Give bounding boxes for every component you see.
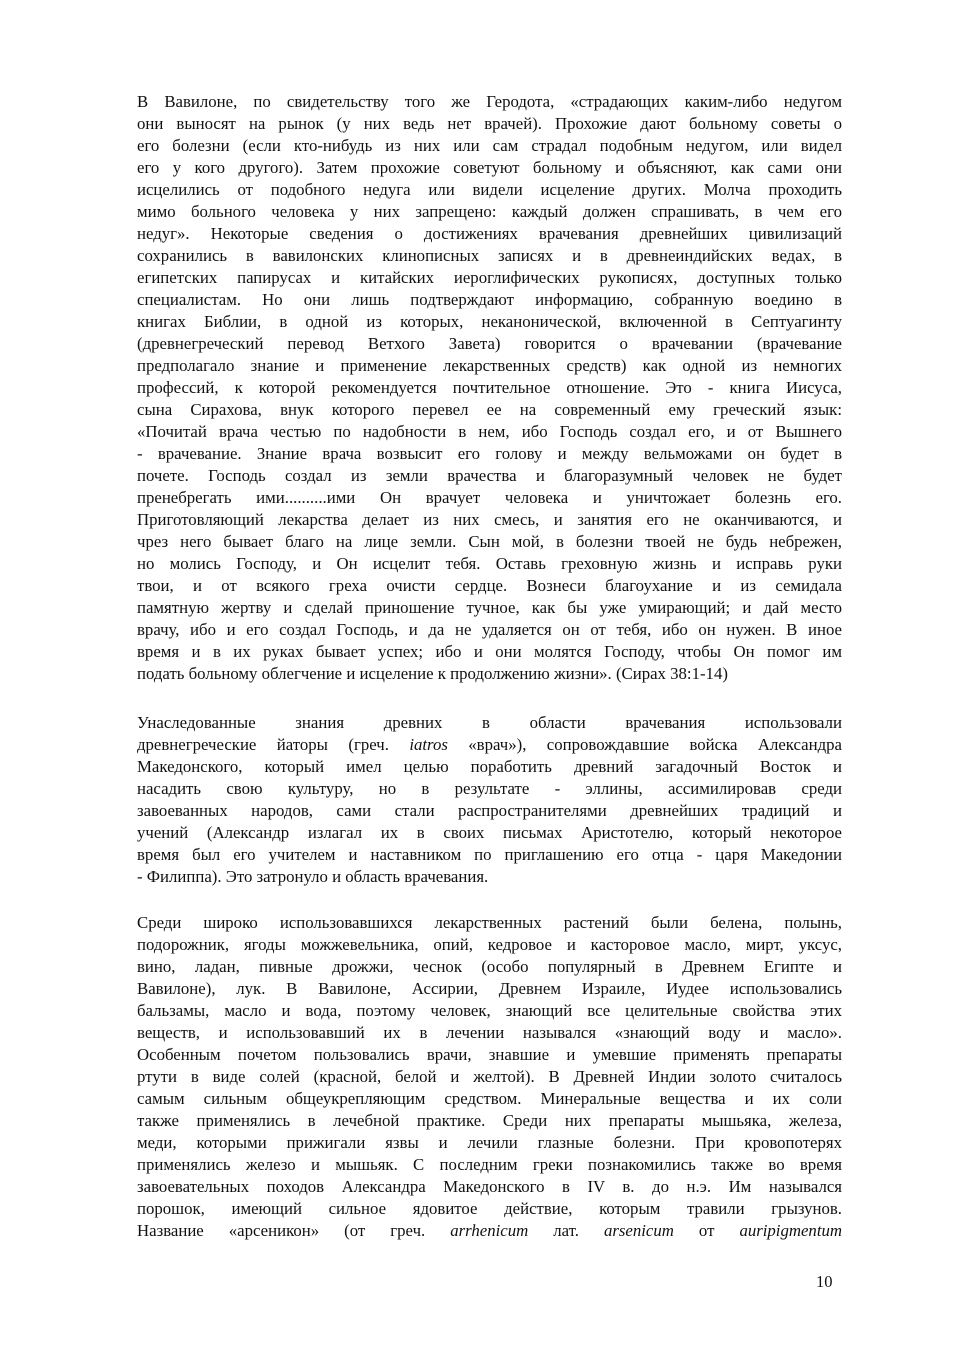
text-segment: применялись железо и мышьяк. С последним греки познакомились также во время: [137, 1155, 842, 1174]
text-segment: его болезни (если кто-нибудь из них или сам страдал подобным недугом, или видел: [137, 136, 842, 155]
text-line: [137, 912, 842, 934]
text-line: [137, 1066, 842, 1088]
text-line: [137, 377, 842, 399]
text-line: [137, 487, 842, 509]
text-line: [137, 978, 842, 1000]
text-line: [137, 756, 842, 778]
text-line: [137, 509, 842, 531]
text-segment: учений (Александр излагал их в своих письмах Аристотелю, который некоторое: [137, 823, 842, 842]
text-line: [137, 1198, 842, 1220]
text-segment: бальзамы, масло и вода, поэтому человек, знающий все целительные свойства этих: [137, 1001, 842, 1020]
text-segment: его у кого другого). Затем прохожие советуют больному и объясняют, как сами они: [137, 158, 842, 177]
text-segment: также применялись в лечебной практике. Среди них препараты мышьяка, железа,: [137, 1111, 842, 1130]
text-segment: почете. Господь создал из земли врачества и благоразумный человек не будет: [137, 466, 842, 485]
text-segment: Вавилоне), лук. В Вавилоне, Ассирии, Древнем Израиле, Иудее использовались: [137, 979, 842, 998]
text-segment: исцелились от подобного недуга или видели исцеление других. Молча проходить: [137, 180, 842, 199]
text-line: [137, 223, 842, 245]
text-segment: они выносят на рынок (у них ведь нет врачей). Прохожие дают больному советы о: [137, 114, 842, 133]
text-segment: лат.: [528, 1221, 604, 1240]
text-segment: древнегреческие йаторы (греч.: [137, 735, 410, 754]
text-line: [137, 712, 842, 734]
text-line: [137, 1044, 842, 1066]
text-segment: врачу, ибо и его создал Господь, и да не удаляется он от тебя, ибо он нужен. В иное: [137, 620, 842, 639]
text-line: [137, 553, 842, 575]
text-segment: Среди широко использовавшихся лекарственных растений были белена, полынь,: [137, 913, 842, 932]
text-line: [137, 399, 842, 421]
text-segment: время был его учителем и наставником по приглашению его отца - царя Македонии: [137, 845, 842, 864]
text-segment: веществ, и использовавший их в лечении назывался «знающий воду и масло».: [137, 1023, 842, 1042]
text-line: [137, 179, 842, 201]
text-line: [137, 1088, 842, 1110]
text-segment: Название «арсеникон» (от греч.: [137, 1221, 451, 1240]
text-segment: специалистам. Но они лишь подтверждают информацию, собранную воедино в: [137, 290, 842, 309]
text-segment: - врачевание. Знание врача возвысит его голову и между вельможами он будет в: [137, 444, 842, 463]
italic-term: arrhenicum: [450, 1221, 529, 1240]
text-segment: завоевательных походов Александра Македонского в IV в. до н.э. Им назывался: [137, 1177, 842, 1196]
text-line: [137, 619, 842, 641]
text-segment: ртути в виде солей (красной, белой и желтой). В Древней Индии золото считалось: [137, 1067, 842, 1086]
text-line: [137, 778, 842, 800]
text-line: [137, 956, 842, 978]
text-line: [137, 597, 842, 619]
text-line: [137, 135, 842, 157]
text-segment: подорожник, ягоды можжевельника, опий, кедровое и касторовое масло, мирт, уксус,: [137, 935, 842, 954]
text-segment: от: [673, 1221, 740, 1240]
text-line: [137, 1132, 842, 1154]
text-segment: сохранились в вавилонских клинописных записях и в древнеиндийских ведах, в: [137, 246, 842, 265]
text-line: [137, 934, 842, 956]
text-segment: меди, которыми прижигали язвы и лечили глазные болезни. При кровопотерях: [137, 1133, 842, 1152]
text-line: [137, 663, 842, 685]
text-segment: «врач»), сопровождавшие войска Александра: [447, 735, 842, 754]
text-line: [137, 800, 842, 822]
text-line: [137, 734, 842, 756]
italic-term: arsenicum: [603, 1221, 674, 1240]
text-segment: порошок, имеющий сильное ядовитое действие, которым травили грызунов.: [137, 1199, 842, 1218]
text-segment: вино, ладан, пивные дрожжи, чеснок (особо популярный в Древнем Египте и: [137, 957, 842, 976]
text-segment: «Почитай врача честью по надобности в нем, ибо Господь создал его, и от Вышнего: [137, 422, 842, 441]
text-segment: пренебрегать ими..........ими Он врачует человека и уничтожает болезнь его.: [137, 488, 842, 507]
text-line: [137, 333, 842, 355]
text-line: [137, 822, 842, 844]
text-segment: недуг». Некоторые сведения о достижениях врачевания древнейших цивилизаций: [137, 224, 842, 243]
text-line: [137, 1220, 842, 1242]
text-segment: чрез него бывает благо на лице земли. Сын мой, в болезни твоей не будь небрежен,: [137, 532, 842, 551]
text-segment: Особенным почетом пользовались врачи, знавшие и умевшие применять препараты: [137, 1045, 842, 1064]
text-line: [137, 311, 842, 333]
text-line: [137, 1022, 842, 1044]
italic-term: auripigmentum: [739, 1221, 842, 1240]
text-segment: самым сильным общеукрепляющим средством. Минеральные вещества и их соли: [137, 1089, 842, 1108]
text-line: [137, 267, 842, 289]
paragraph-greek-iatros: [137, 712, 842, 888]
text-segment: предполагало знание и применение лекарственных средств) как одной из немногих: [137, 356, 842, 375]
text-segment: книгах Библии, в одной из которых, неканонической, включенной в Септуагинту: [137, 312, 842, 331]
paragraph-babylon-sirach: [137, 91, 842, 685]
italic-term: iatros: [409, 735, 448, 754]
text-line: [137, 1176, 842, 1198]
text-line: [137, 844, 842, 866]
paragraph-medicinal-plants: [137, 912, 842, 1242]
text-segment: но молись Господу, и Он исцелит тебя. Оставь греховную жизнь и исправь руки: [137, 554, 842, 573]
text-segment: Унаследованные знания древних в области врачевания использовали: [137, 713, 842, 732]
text-segment: египетских папирусах и китайских иероглифических рукописях, доступных только: [137, 268, 842, 287]
text-segment: памятную жертву и сделай приношение тучное, как бы уже умирающий; и дай место: [137, 598, 842, 617]
text-segment: завоеванных народов, сами стали распространителями древнейших традиций и: [137, 801, 842, 820]
page-number: 10: [816, 1272, 833, 1291]
text-line: [137, 641, 842, 663]
text-line: [137, 113, 842, 135]
text-line: [137, 1154, 842, 1176]
text-line: [137, 1110, 842, 1132]
text-segment: твои, и от всякого греха очисти сердце. Вознеси благоухание и из семидала: [137, 576, 842, 595]
text-line: [137, 465, 842, 487]
text-line: [137, 1000, 842, 1022]
text-segment: Приготовляющий лекарства делает из них смесь, и занятия его не оканчиваются, и: [137, 510, 842, 529]
text-line: [137, 866, 842, 888]
text-line: [137, 289, 842, 311]
text-segment: время и в их руках бывает успех; ибо и они молятся Господу, чтобы Он помог им: [137, 642, 842, 661]
text-segment: профессий, к которой рекомендуется почтительное отношение. Это - книга Иисуса,: [137, 378, 842, 397]
text-segment: мимо больного человека у них запрещено: каждый должен спрашивать, в чем его: [137, 202, 842, 221]
text-line: [137, 157, 842, 179]
text-segment: (древнегреческий перевод Ветхого Завета) говорится о врачевании (врачевание: [137, 334, 842, 353]
text-line: [137, 443, 842, 465]
text-line: [137, 575, 842, 597]
text-line: [137, 201, 842, 223]
text-segment: насадить свою культуру, но в результате - эллины, ассимилировав среди: [137, 779, 842, 798]
text-line: [137, 421, 842, 443]
text-line: [137, 91, 842, 113]
text-segment: В Вавилоне, по свидетельству того же Геродота, «страдающих каким-либо недугом: [137, 92, 842, 111]
text-segment: - Филиппа). Это затронуло и область врачевания.: [137, 867, 489, 886]
text-segment: сына Сирахова, внук которого перевел ее на современный ему греческий язык:: [137, 400, 842, 419]
text-line: [137, 355, 842, 377]
text-line: [137, 245, 842, 267]
text-segment: Македонского, который имел целью поработить древний загадочный Восток и: [137, 757, 842, 776]
text-segment: подать больному облегчение и исцеление к продолжению жизни». (Сирах 38:1-14): [137, 664, 728, 683]
text-line: [137, 531, 842, 553]
